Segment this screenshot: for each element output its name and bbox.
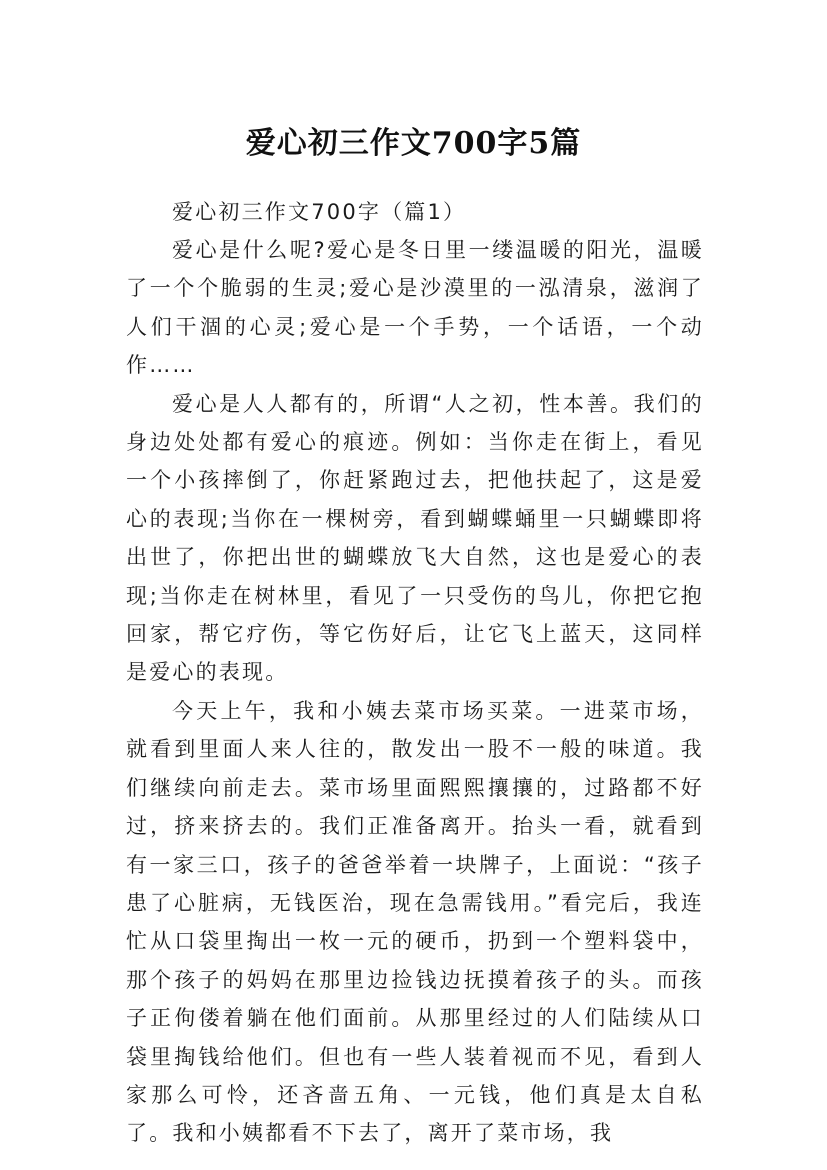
paragraph: 爱心是什么呢?爱心是冬日里一缕温暖的阳光，温暖了一个个脆弱的生灵;爱心是沙漠里的一泓清泉，滋润了人们干涸的心灵;爱心是一个手势，一个话语，一个动作…… [126, 238, 704, 378]
document-body [126, 193, 704, 1153]
paragraph: 今天上午，我和小姨去菜市场买菜。一进菜市场，就看到里面人来人往的，散发出一股不一般的味道。我们继续向前走去。菜市场里面熙熙攘攘的，过路都不好过，挤来挤去的。我们正准备离开。抬头一看，就看到有一家三口，孩子的爸爸举着一块牌子，上面说：“孩子患了心脏病，无钱医治，现在急需钱用。”看完后，我连忙从口袋里掏出一枚一元的硬币，扔到一个塑料袋中，那个孩子的妈妈在那里边捡钱边抚摸着孩子的头。而孩子正佝偻着躺在他们面前。从那里经过的人们陆续从口袋里掏钱给他们。但也有一些人装着视而不见，看到人家那么可怜，还吝啬五角、一元钱，他们真是太自私了。我和小姨都看不下去了，离开了菜市场，我 [126, 698, 704, 1146]
document-title: 爱心初三作文700字5篇 [245, 126, 582, 162]
section-heading: 爱心初三作文700字（篇1） [172, 200, 467, 224]
paragraph: 爱心是人人都有的，所谓“人之初，性本善。我们的身边处处都有爱心的痕迹。例如：当你走在街上，看见一个小孩摔倒了，你赶紧跑过去，把他扶起了，这是爱心的表现;当你在一棵树旁，看到蝴蝶蛹里一只蝴蝶即将出世了，你把出世的蝴蝶放飞大自然，这也是爱心的表现;当你走在树林里，看见了一只受伤的鸟儿，你把它抱回家，帮它疗伤，等它伤好后，让它飞上蓝天，这同样是爱心的表现。 [126, 391, 704, 685]
